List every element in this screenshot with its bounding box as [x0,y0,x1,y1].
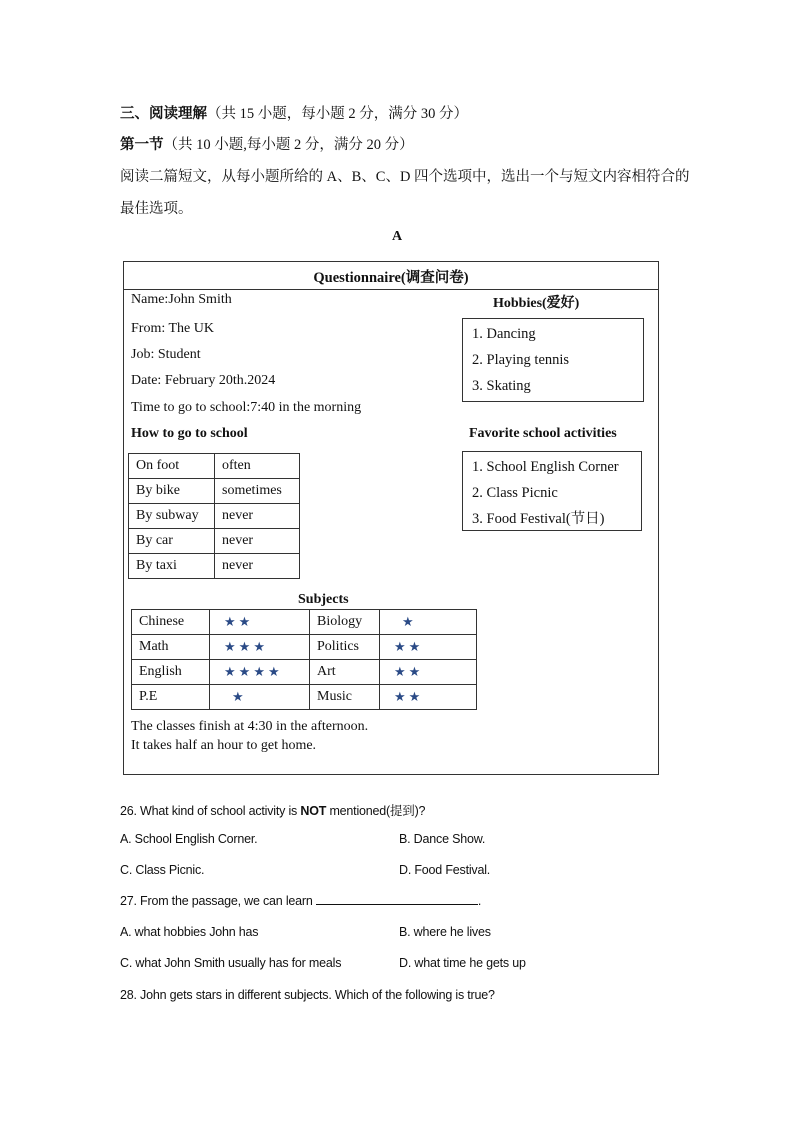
table-row: English ★★★★ Art ★★ [132,660,477,685]
star-icon: ★ [238,613,254,629]
questionnaire-title: Questionnaire(调查问卷) [313,270,469,286]
subjects-title: Subjects [298,592,349,607]
star-icon: ★ [253,663,268,679]
name-field: Name:John Smith [131,292,232,307]
star-icon: ★ [408,688,424,704]
hobbies-title: Hobbies(爱好) [493,296,580,311]
table-row: Math ★★★ Politics ★★ [132,635,477,660]
table-row: P.E ★ Music ★★ [132,685,477,710]
hobbies-list [462,318,644,402]
star-rating [210,660,310,685]
activities-list [462,451,642,531]
star-icon: ★ [224,638,239,654]
list-item: 2. Class Picnic [472,485,558,501]
table-row: By car never [129,529,300,554]
star-rating [380,610,477,635]
star-rating [210,635,310,660]
date-field: Date: February 20th.2024 [131,373,276,388]
from-field: From: The UK [131,321,214,336]
section-heading: 三、阅读理解（共 15 小题，每小题 2 分，满分 30 分） [120,106,468,122]
star-icon: ★ [408,663,424,679]
job-field: Job: Student [131,347,201,362]
list-item: 1. School English Corner [472,459,619,475]
note-classes-finish: The classes finish at 4:30 in the afternoon. [131,719,369,734]
time-field: Time to go to school:7:40 in the morning [131,400,362,415]
option-26a: A. School English Corner. [120,832,258,846]
table-row: By taxi never [129,554,300,579]
star-icon: ★ [232,688,247,704]
option-26c: C. Class Picnic. [120,863,205,877]
star-icon: ★ [238,663,254,679]
table-row: Chinese ★★ Biology ★ [132,610,477,635]
answer-blank [316,894,478,905]
option-27a: A. what hobbies John has [120,925,259,939]
star-icon: ★ [253,638,268,654]
star-rating [380,685,477,710]
list-item: 2. Playing tennis [472,352,570,368]
star-icon: ★ [238,638,254,654]
question-27: 27. From the passage, we can learn . [120,894,482,908]
note-half-hour: It takes half an hour to get home. [131,738,317,753]
passage-label: A [391,229,403,244]
how-to-school-title: How to go to school [131,426,248,441]
list-item: 1. Dancing [472,326,536,342]
table-row: By subway never [129,504,300,529]
star-icon: ★ [402,613,417,629]
list-item: 3. Skating [472,378,531,394]
question-28: 28. John gets stars in different subjects. Which of the following is true? [120,988,495,1002]
star-rating [380,660,477,685]
star-icon: ★ [224,613,239,629]
option-27b: B. where he lives [399,925,491,939]
how-to-school-table [128,453,300,579]
table-row: By bike sometimes [129,479,300,504]
star-icon: ★ [224,663,239,679]
star-icon: ★ [408,638,424,654]
star-rating [210,610,310,635]
option-26d: D. Food Festival. [399,863,491,877]
table-row: On foot often [129,454,300,479]
star-rating [380,635,477,660]
part-heading: 第一节（共 10 小题,每小题 2 分，满分 20 分） [120,137,414,153]
activities-title: Favorite school activities [469,426,617,441]
star-icon: ★ [267,663,283,679]
instruction-line-2: 最佳选项。 [120,201,193,217]
option-27d: D. what time he gets up [399,956,526,970]
option-27c: C. what John Smith usually has for meals [120,956,342,970]
instruction-line-1: 阅读二篇短文，从每小题所给的 A、B、C、D 四个选项中，选出一个与短文内容相符合的 [120,169,690,185]
star-icon: ★ [394,688,409,704]
star-icon: ★ [394,663,409,679]
question-26: 26. What kind of school activity is NOT mentioned(提到)? [120,804,426,818]
option-26b: B. Dance Show. [399,832,486,846]
star-icon: ★ [394,638,409,654]
list-item: 3. Food Festival(节日) [472,511,605,527]
subjects-table [131,609,477,710]
star-rating [210,685,310,710]
questionnaire-title-row [123,261,659,290]
